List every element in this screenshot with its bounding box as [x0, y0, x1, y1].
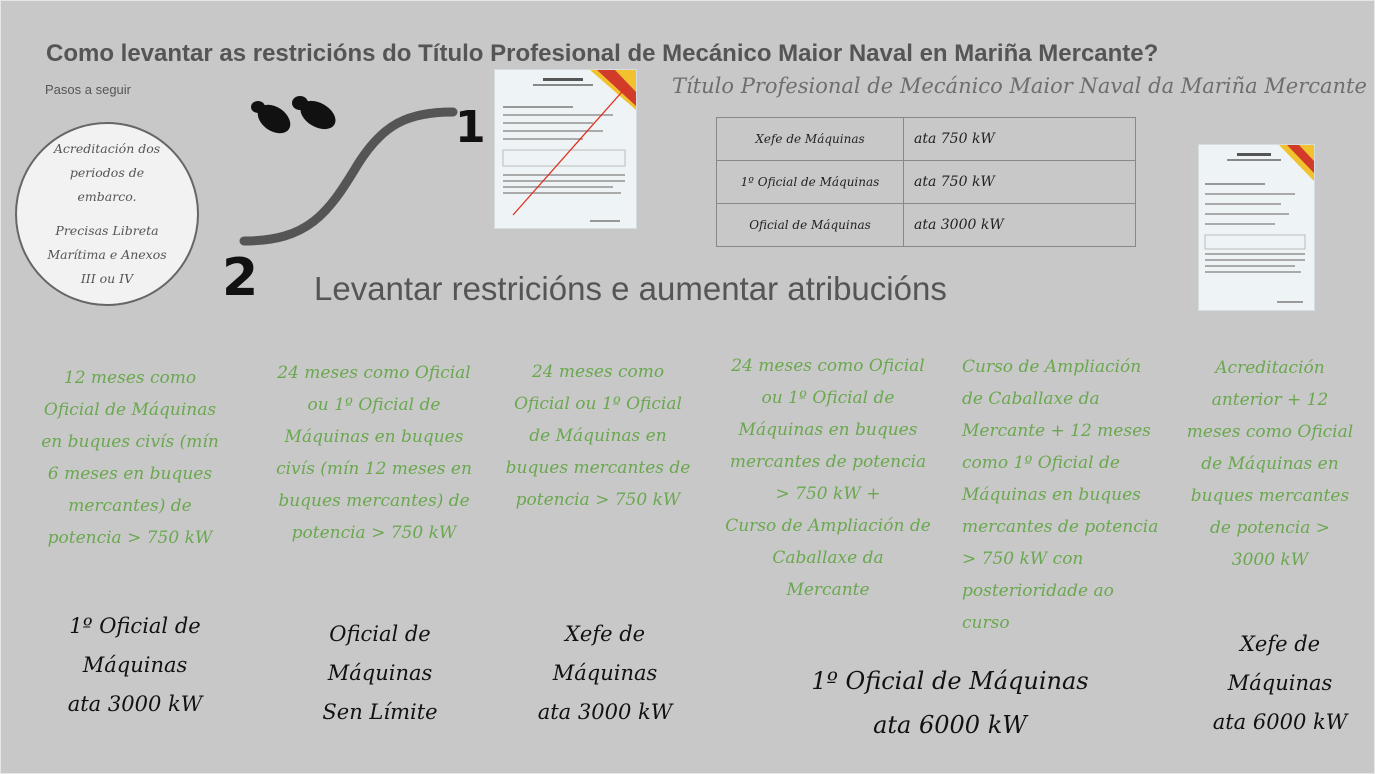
circle-line: Marítima e Anexos [47, 247, 167, 262]
step-one-number: 1 [455, 102, 486, 153]
table-cell-limit: ata 750 kW [904, 118, 1136, 161]
circle-line: embarco. [77, 189, 137, 204]
requirement-line: buques mercantes) de [278, 491, 470, 511]
table-cell-limit: ata 750 kW [904, 161, 1136, 204]
requirement-line: 24 meses como Oficial [277, 363, 471, 383]
attributions-table [716, 117, 1136, 247]
requirement-line: meses como Oficial [1186, 422, 1354, 442]
requirement-line: Mercante [786, 580, 870, 600]
requirement-block [266, 357, 482, 549]
requirement-line: potencia > 750 kW [291, 523, 457, 543]
section-heading: Levantar restricións e aumentar atribucións [314, 270, 947, 307]
requirement-line: buques mercantes [1190, 486, 1350, 506]
result-line: Máquinas [552, 661, 658, 685]
requirement-line: 24 meses como [531, 362, 665, 382]
result-line: 1º Oficial de Máquinas [811, 667, 1089, 695]
result-line: Oficial de [329, 622, 431, 646]
result-line: 1º Oficial de [69, 614, 201, 638]
result-block [1190, 625, 1370, 742]
requirement-line: de Máquinas en [1201, 454, 1339, 474]
table-cell-role: Xefe de Máquinas [717, 118, 904, 161]
result-line: Xefe de [1239, 632, 1321, 656]
result-line: Sen Límite [322, 700, 438, 724]
page-title: Como levantar as restricións do Título Profesional de Mecánico Maior Naval en Mariña Mercante? [46, 40, 1159, 67]
requirement-line: > 750 kW + [775, 484, 881, 504]
requirement-line: mercantes de potencia [962, 517, 1159, 537]
requirement-line: Acreditación [1215, 358, 1325, 378]
requirement-line: 3000 kW [1231, 550, 1309, 570]
table-cell-limit: ata 3000 kW [904, 204, 1136, 247]
requirement-line: de potencia > [1209, 518, 1331, 538]
page-subtitle: Pasos a seguir [45, 82, 131, 97]
requirement-block [962, 351, 1174, 639]
step-two-number: 2 [222, 248, 259, 308]
requirement-line: Oficial ou 1º Oficial [514, 394, 682, 414]
requirement-line: ou 1º Oficial de [761, 388, 895, 408]
requirement-line: Curso de Ampliación [962, 357, 1142, 377]
requirement-line: mercantes) de [68, 496, 192, 516]
circle-line: Precisas Libreta [55, 223, 159, 238]
requirement-line: de Máquinas en [529, 426, 667, 446]
requirement-line: como 1º Oficial de [962, 453, 1120, 473]
requirement-line: 24 meses como Oficial [731, 356, 925, 376]
table-cell-role: 1º Oficial de Máquinas [717, 161, 904, 204]
document-certificate-icon [495, 70, 636, 228]
result-line: ata 3000 kW [67, 692, 203, 716]
requirement-line: 12 meses como [63, 368, 197, 388]
circle-line: Acreditación dos [53, 141, 161, 156]
path-curve-icon [238, 104, 458, 249]
requirement-line: curso [962, 613, 1010, 633]
result-line: Xefe de [564, 622, 646, 646]
table-row [717, 161, 1136, 204]
result-block [510, 615, 700, 732]
embarkation-circle [15, 122, 199, 306]
requirement-line: Máquinas en buques [738, 420, 918, 440]
result-block [300, 615, 460, 732]
result-line: ata 3000 kW [537, 700, 673, 724]
requirement-line: anterior + 12 [1211, 390, 1329, 410]
requirement-line: mercantes de potencia [729, 452, 927, 472]
result-line: Máquinas [327, 661, 433, 685]
circle-line: periodos de [69, 165, 145, 180]
requirement-line: Máquinas en buques [284, 427, 464, 447]
result-block [790, 659, 1110, 747]
requirement-line: de Caballaxe da [962, 389, 1100, 409]
certificate-title: Título Profesional de Mecánico Maior Naval da Mariña Mercante [672, 74, 1367, 98]
result-line: Máquinas [82, 653, 188, 677]
table-row [717, 204, 1136, 247]
table-cell-role: Oficial de Máquinas [717, 204, 904, 247]
requirement-line: potencia > 750 kW [47, 528, 213, 548]
requirement-line: Mercante + 12 meses [962, 421, 1151, 441]
requirement-block [30, 362, 230, 554]
requirement-line: > 750 kW con [962, 549, 1084, 569]
result-line: ata 6000 kW [1212, 710, 1348, 734]
result-block [40, 607, 230, 724]
requirement-block [1180, 352, 1360, 576]
requirement-line: Oficial de Máquinas [43, 400, 217, 420]
requirement-line: Curso de Ampliación de [725, 516, 931, 536]
requirement-line: potencia > 750 kW [515, 490, 681, 510]
requirement-line: Caballaxe da [772, 548, 884, 568]
requirement-line: posterioridade ao [962, 581, 1114, 601]
requirement-line: buques mercantes de [505, 458, 691, 478]
result-line: Máquinas [1227, 671, 1333, 695]
requirement-block [720, 350, 936, 606]
requirement-line: en buques civís (mín [41, 432, 219, 452]
requirement-line: ou 1º Oficial de [307, 395, 441, 415]
circle-line: III ou IV [80, 271, 134, 286]
requirement-line: 6 meses en buques [47, 464, 213, 484]
requirement-line: Máquinas en buques [962, 485, 1141, 505]
document-certificate-icon [1199, 145, 1314, 310]
table-row [717, 118, 1136, 161]
requirement-line: civís (mín 12 meses en [276, 459, 472, 479]
result-line: ata 6000 kW [873, 711, 1027, 739]
requirement-block [500, 356, 696, 516]
